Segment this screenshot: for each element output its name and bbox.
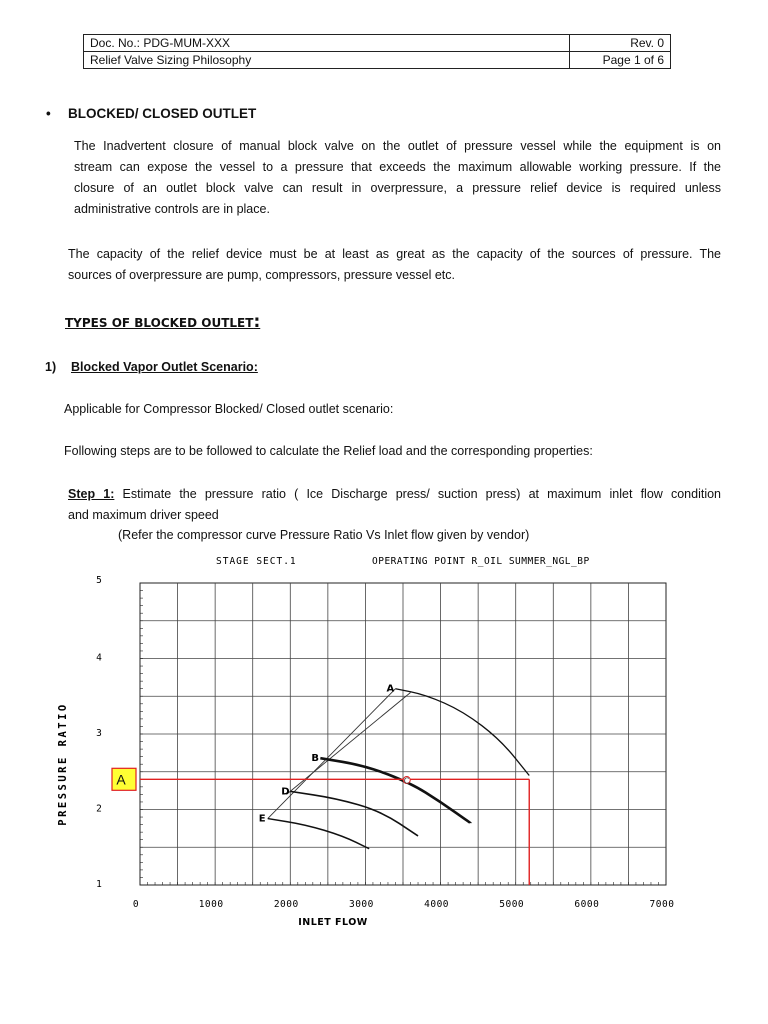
curve-label-e: E [258, 813, 266, 825]
chart-curves [140, 689, 529, 885]
x-tick-label: 0 [132, 899, 140, 910]
curve-e [268, 819, 369, 849]
x-tick-label: 6000 [574, 899, 600, 910]
chart-title-left: STAGE SECT.1 [216, 556, 297, 567]
curve-d [290, 791, 418, 836]
y-tick-label: 5 [96, 575, 102, 586]
y-axis-title: PRESSURE RATIO [57, 702, 69, 826]
x-tick-label: 1000 [198, 899, 224, 910]
paragraph-relief-capacity [68, 244, 721, 286]
paragraph-line: The capacity of the relief device must be at least as great as the capacity of the sources of pressure. The [68, 247, 721, 261]
y-tick-label: 4 [96, 652, 102, 664]
step1-line [68, 484, 721, 505]
subsection-heading [45, 357, 258, 378]
step1-label: Step 1: [68, 487, 115, 501]
step1-text-continued: and maximum driver speed [68, 508, 219, 522]
x-tick-label: 2000 [273, 899, 299, 910]
marker-label: A [116, 771, 126, 788]
curve-label-b: B [311, 753, 319, 765]
paragraph-line: stream can expose the vessel to a pressure that exceeds the maximum allowable working pressure. If the [74, 160, 721, 174]
step1-text: Estimate the pressure ratio ( Ice Discharge press/ suction press) at maximum inlet flow condition [114, 487, 721, 501]
x-axis-title: INLET FLOW [298, 917, 368, 928]
paragraph-line: closure of an outlet block valve can result in overpressure, a pressure relief device is required unless [74, 181, 721, 195]
y-tick-label: 2 [96, 803, 102, 815]
types-heading [65, 312, 260, 334]
curve-label-d: D [281, 786, 290, 798]
following-steps-text: Following steps are to be followed to calculate the Relief load and the corresponding properties: [64, 444, 593, 458]
x-tick-label: 3000 [348, 899, 374, 910]
bullet-glyph: • [46, 106, 51, 121]
page-number: Page 1 of 6 [570, 52, 671, 69]
types-heading-text: TYPES OF BLOCKED OUTLET [65, 316, 254, 330]
section-heading-text: BLOCKED/ CLOSED OUTLET [68, 106, 257, 121]
paragraph-line: administrative controls are in place. [74, 202, 270, 216]
document-header-table [83, 34, 671, 69]
y-tick-label: 1 [96, 879, 102, 890]
subsection-title: Blocked Vapor Outlet Scenario: [71, 360, 258, 374]
applicable-text: Applicable for Compressor Blocked/ Closed outlet scenario: [64, 402, 394, 416]
doc-number: Doc. No.: PDG-MUM-XXX [84, 35, 570, 52]
curve-a [395, 689, 529, 776]
types-heading-colon: : [253, 312, 261, 332]
paragraph-inadvertent-closure [74, 136, 721, 220]
compressor-curve-chart [0, 545, 768, 940]
section-heading [46, 103, 256, 124]
chart-title-right: OPERATING POINT R_OIL SUMMER_NGL_BP [372, 556, 590, 567]
step1-note: (Refer the compressor curve Pressure Ratio Vs Inlet flow given by vendor) [118, 528, 530, 542]
paragraph-line: sources of overpressure are pump, compressors, pressure vessel etc. [68, 268, 455, 282]
x-tick-label: 7000 [649, 899, 675, 910]
x-tick-label: 4000 [424, 899, 450, 910]
revision: Rev. 0 [570, 35, 671, 52]
surge-line [268, 689, 396, 819]
y-tick-label: 3 [96, 728, 102, 739]
paragraph-line: The Inadvertent closure of manual block valve on the outlet of pressure vessel while the equipment is on [74, 139, 721, 153]
subsection-number: 1) [45, 360, 57, 374]
operating-point-label: C [403, 776, 410, 786]
x-tick-label: 5000 [499, 899, 525, 910]
chart-grid [140, 583, 666, 885]
curve-label-a: A [386, 683, 395, 695]
curve-b [320, 758, 470, 823]
doc-title: Relief Valve Sizing Philosophy [84, 52, 570, 69]
